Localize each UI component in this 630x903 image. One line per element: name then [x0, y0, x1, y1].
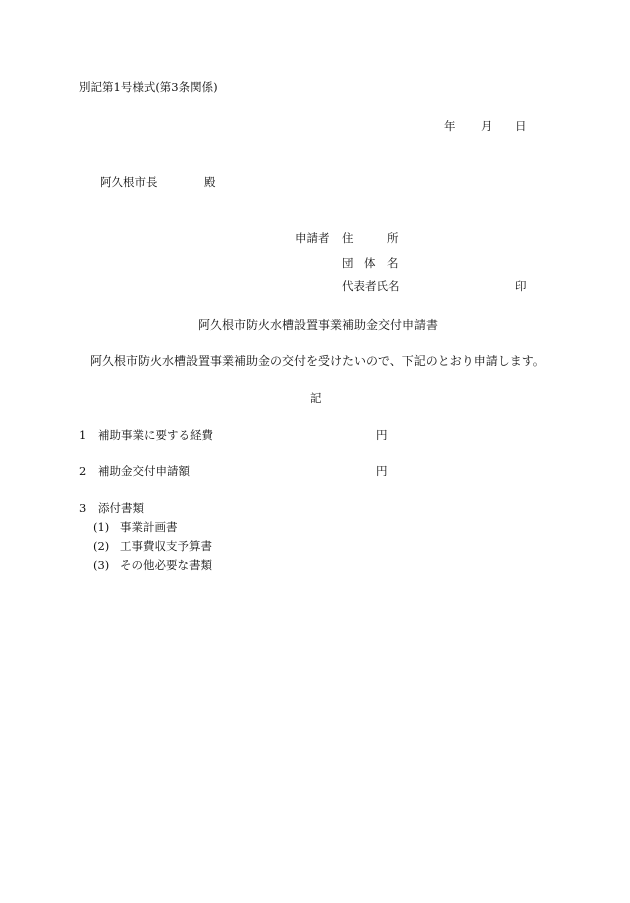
date-month-label: 月: [481, 119, 493, 133]
attachment-3-number: (3): [93, 558, 110, 572]
address-label-b: 所: [387, 231, 399, 245]
item-1-number: 1: [79, 428, 87, 442]
addressee-honorific: 殿: [204, 175, 216, 189]
document-title: 阿久根市防火水槽設置事業補助金交付申請書: [198, 318, 439, 332]
addressee-name: 阿久根市長: [100, 175, 158, 189]
org-label-c: 名: [387, 256, 399, 270]
item-3-label: 添付書類: [98, 501, 144, 515]
applicant-label: 申請者: [295, 231, 330, 245]
body-text: 阿久根市防火水槽設置事業補助金の交付を受けたいので、下記のとおり申請します。: [90, 354, 545, 368]
item-2-number: 2: [79, 464, 87, 478]
ki-heading: 記: [310, 391, 322, 405]
date-day-label: 日: [515, 119, 527, 133]
attachment-2-number: (2): [93, 539, 110, 553]
date-year-label: 年: [444, 119, 456, 133]
item-2-label: 補助金交付申請額: [98, 464, 190, 478]
form-number: 別記第1号様式(第3条関係): [79, 80, 218, 94]
item-1-unit: 円: [376, 428, 388, 442]
representative-label: 代表者氏名: [342, 279, 400, 293]
attachment-2-label: 工事費収支予算書: [120, 539, 212, 553]
item-2-unit: 円: [376, 464, 388, 478]
item-1-label: 補助事業に要する経費: [98, 428, 213, 442]
attachment-3-label: その他必要な書類: [120, 558, 212, 572]
attachment-1-label: 事業計画書: [120, 520, 178, 534]
org-label-b: 体: [364, 256, 376, 270]
org-label-a: 団: [342, 256, 354, 270]
attachment-1-number: (1): [93, 520, 110, 534]
seal-mark: 印: [515, 279, 527, 293]
address-label-a: 住: [342, 231, 354, 245]
item-3-number: 3: [79, 501, 87, 515]
